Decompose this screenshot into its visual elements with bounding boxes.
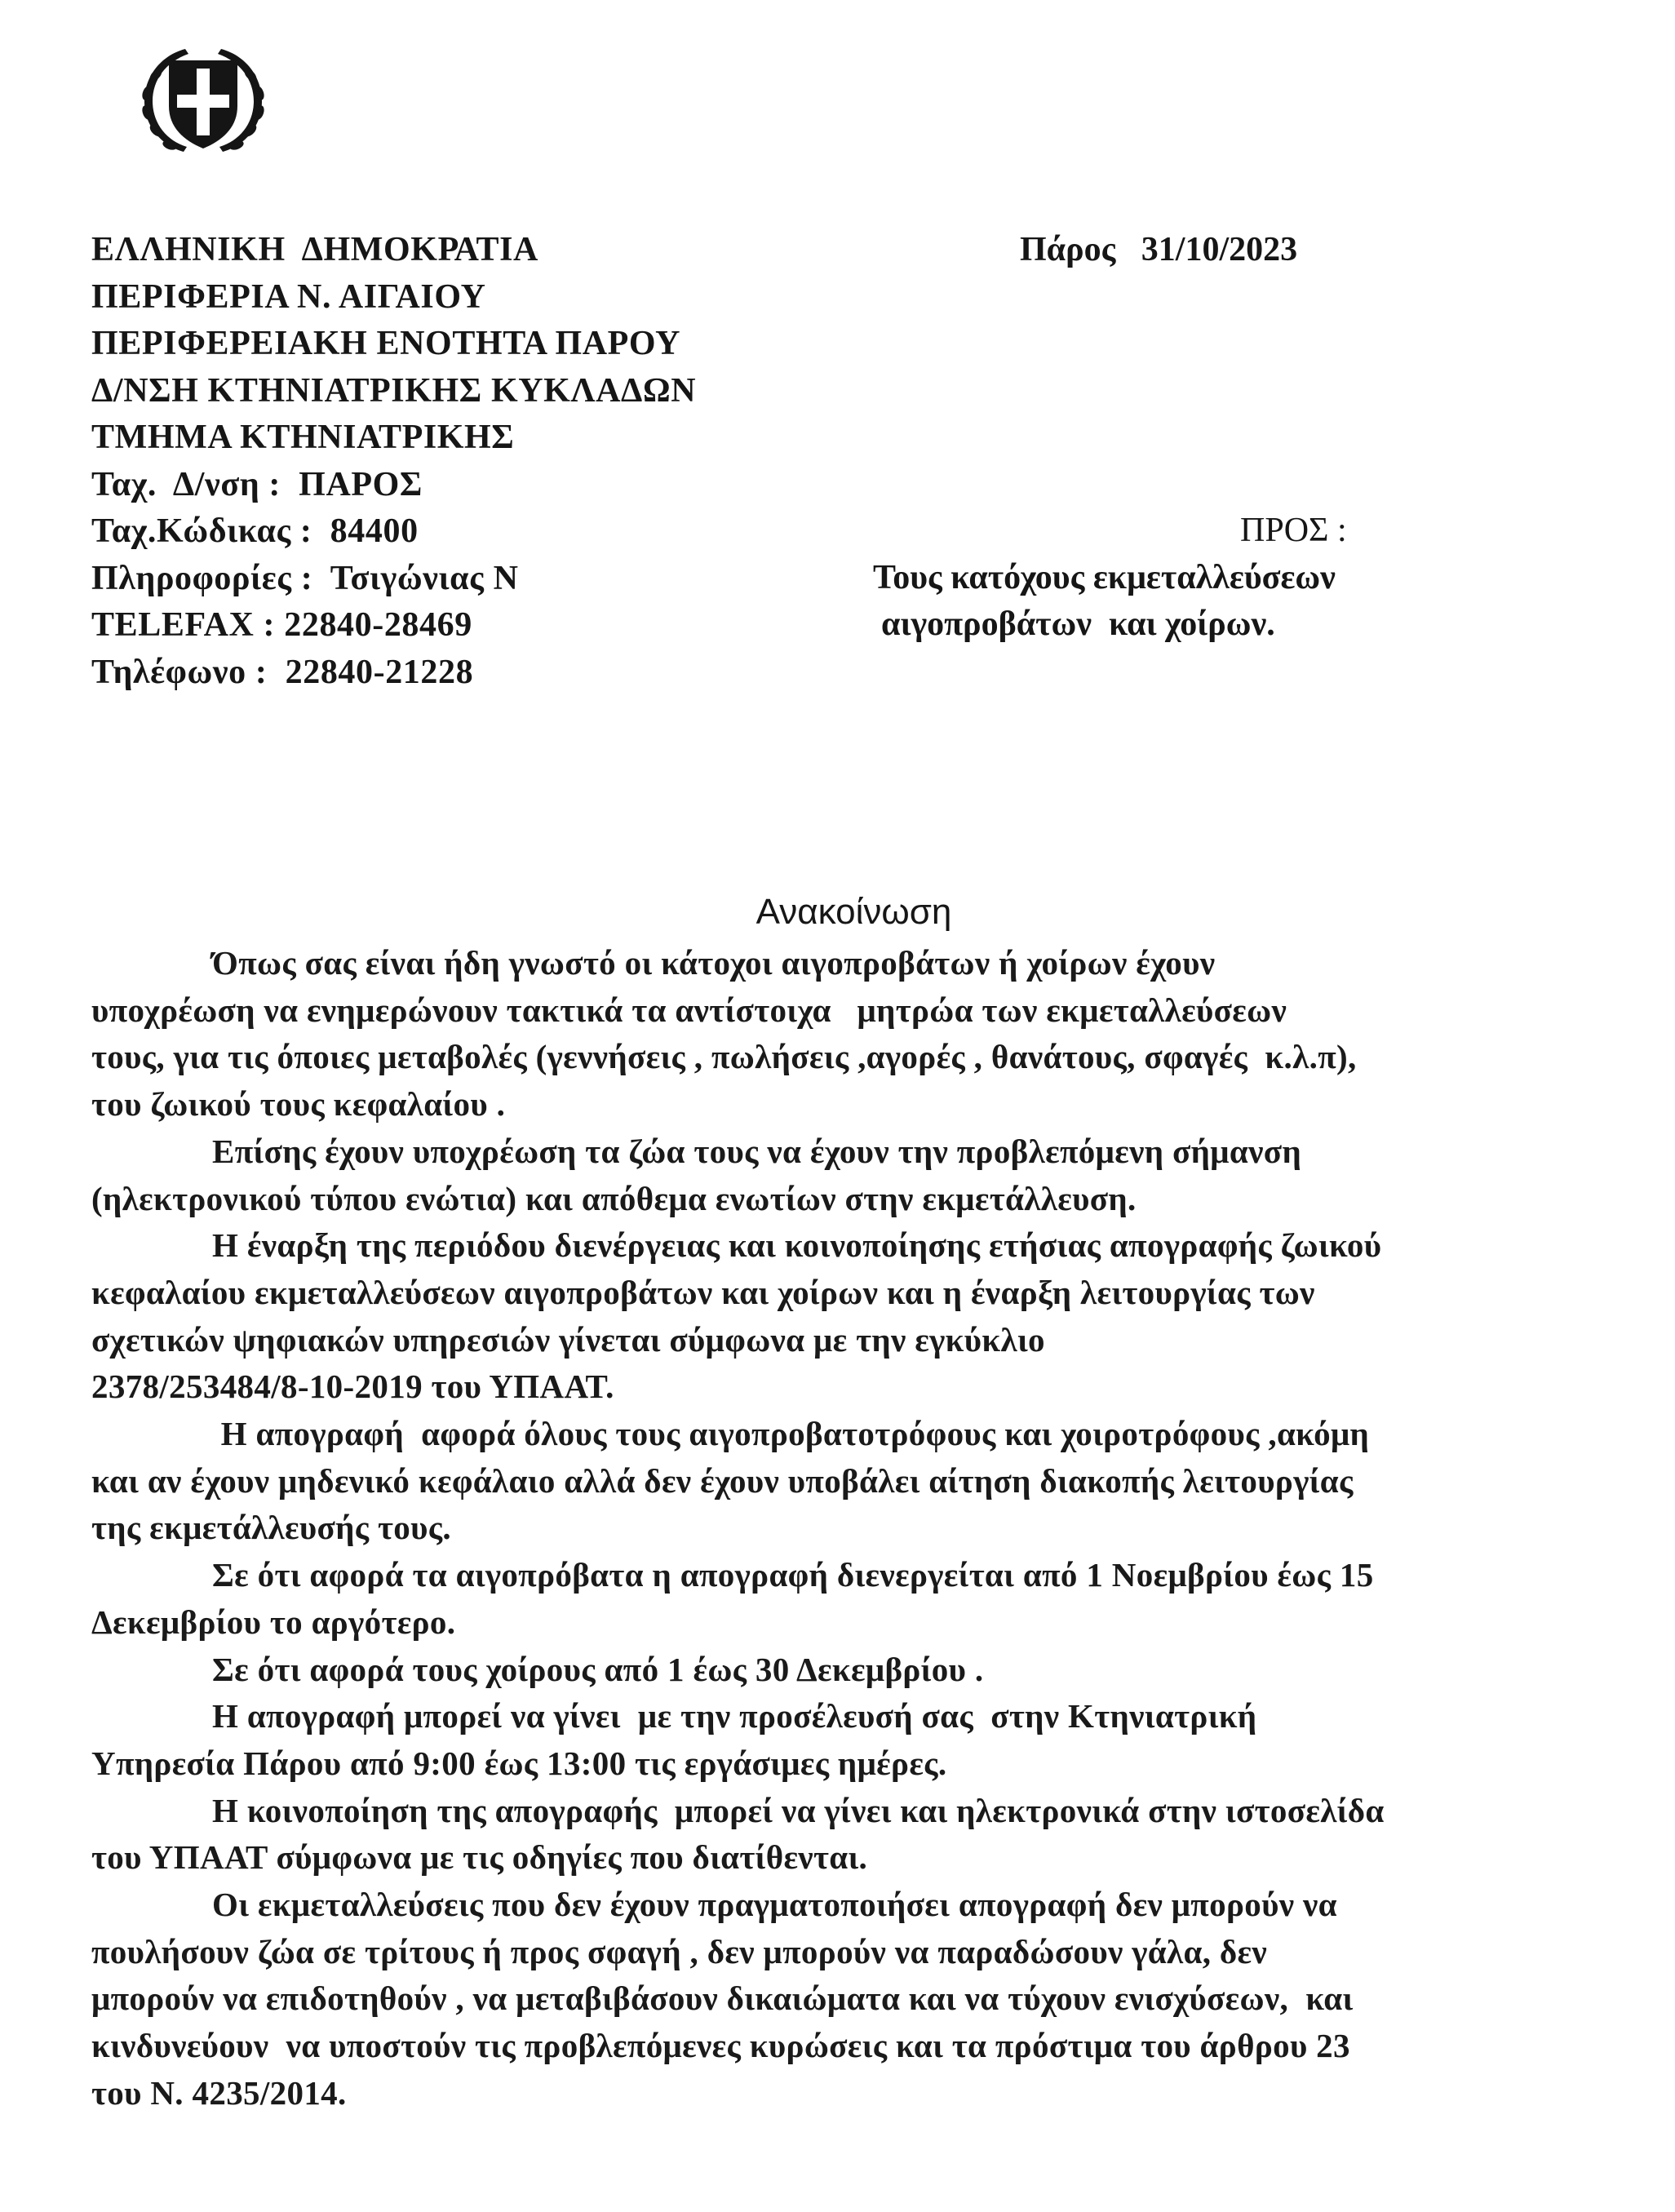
- body-line: Η έναρξη της περιόδου διενέργειας και κοινοποίησης ετήσιας απογραφής ζωικού: [212, 1226, 1382, 1265]
- greek-state-emblem-cross-icon: [131, 42, 275, 157]
- body-line: Η κοινοποίηση της απογραφής μπορεί να γίνει και ηλεκτρονικά στην ιστοσελίδα: [212, 1791, 1385, 1829]
- sender-phone-line: Τηλέφωνο : 22840-21228: [91, 653, 474, 691]
- sender-line: ΕΛΛΗΝΙΚΗ ΔΗΜΟΚΡΑΤΙΑ: [91, 231, 538, 268]
- body-line: Σε ότι αφορά τα αιγοπρόβατα η απογραφή διενεργείται από 1 Νοεμβρίου έως 15: [212, 1556, 1374, 1594]
- sender-info-line: Πληροφορίες : Τσιγώνιας Ν: [91, 559, 519, 597]
- sender-line: ΠΕΡΙΦΕΡΙΑ Ν. ΑΙΓΑΙΟΥ: [91, 277, 486, 316]
- body-line: κινδυνεύουν να υποστούν τις προβλεπόμενες κυρώσεις και τα πρόστιμα του άρθρου 23: [91, 2027, 1350, 2065]
- body-line: Η απογραφή αφορά όλους τους αιγοπροβατοτρόφους και χοιροτρόφους ,ακόμη: [212, 1415, 1370, 1453]
- body-line: Οι εκμεταλλεύσεις που δεν έχουν πραγματοποιήσει απογραφή δεν μπορούν να: [212, 1886, 1337, 1924]
- recipient-line: αιγοπροβάτων και χοίρων.: [881, 605, 1275, 643]
- body-line: του Ν. 4235/2014.: [91, 2073, 347, 2112]
- body-line: τους, για τις όποιες μεταβολές (γεννήσεις , πωλήσεις ,αγορές , θανάτους, σφαγές κ.λ.π),: [91, 1038, 1357, 1076]
- body-line: Επίσης έχουν υποχρέωση τα ζώα τους να έχουν την προβλεπόμενη σήμανση: [212, 1132, 1302, 1170]
- body-line: 2378/253484/8-10-2019 του ΥΠΑΑΤ.: [91, 1368, 614, 1406]
- body-line: και αν έχουν μηδενικό κεφάλαιο αλλά δεν έχουν υποβάλει αίτηση διακοπής λειτουργίας: [91, 1461, 1354, 1500]
- body-line: πουλήσουν ζώα σε τρίτους ή προς σφαγή , δεν μπορούν να παραδώσουν γάλα, δεν: [91, 1932, 1268, 1970]
- sender-block: [91, 227, 891, 696]
- body-line: του ΥΠΑΑΤ σύμφωνα με τις οδηγίες που διατίθενται.: [91, 1838, 868, 1877]
- sender-address-line: Ταχ. Δ/νση : ΠΑΡΟΣ: [91, 465, 423, 503]
- body-line: σχετικών ψηφιακών υπηρεσιών γίνεται σύμφωνα με την εγκύκλιο: [91, 1320, 1045, 1359]
- body-line: μπορούν να επιδοτηθούν , να μεταβιβάσουν δικαιώματα και να τύχουν ενισχύσεων, και: [91, 1979, 1354, 2018]
- body-line: κεφαλαίου εκμεταλλεύσεων αιγοπροβάτων και χοίρων και η έναρξη λειτουργίας των: [91, 1273, 1315, 1311]
- sender-line: ΤΜΗΜΑ ΚΤΗΝΙΑΤΡΙΚΗΣ: [91, 419, 515, 456]
- sender-line: ΠΕΡΙΦΕΡΕΙΑΚΗ ΕΝΟΤΗΤΑ ΠΑΡΟΥ: [91, 325, 681, 362]
- document-date: Πάρος 31/10/2023: [1020, 231, 1298, 268]
- body-line: υποχρέωση να ενημερώνουν τακτικά τα αντίστοιχα μητρώα των εκμεταλλεύσεων: [91, 991, 1287, 1029]
- body-line: Όπως σας είναι ήδη γνωστό οι κάτοχοι αιγοπροβάτων ή χοίρων έχουν: [212, 944, 1216, 982]
- body-line: του ζωικού τους κεφαλαίου .: [91, 1085, 506, 1124]
- sender-telefax-line: TELEFAX : 22840-28469: [91, 606, 472, 644]
- body-line: Σε ότι αφορά τους χοίρους από 1 έως 30 Δεκεμβρίου .: [212, 1650, 984, 1688]
- announcement-title: Ανακοίνωση: [756, 892, 952, 932]
- announcement-body: [91, 940, 1625, 2117]
- body-line: της εκμετάλλευσής τους.: [91, 1509, 452, 1547]
- body-line: Υπηρεσία Πάρου από 9:00 έως 13:00 τις εργάσιμες ημέρες.: [91, 1744, 947, 1782]
- body-line: (ηλεκτρονικού τύπου ενώτια) και απόθεμα ενωτίων στην εκμετάλλευση.: [91, 1179, 1137, 1217]
- body-line: Η απογραφή μπορεί να γίνει με την προσέλευσή σας στην Κτηνιατρική: [212, 1697, 1257, 1735]
- sender-postcode-line: Ταχ.Κώδικας : 84400: [91, 512, 419, 550]
- recipient-block: [873, 508, 1493, 649]
- body-line: Δεκεμβρίου το αργότερο.: [91, 1602, 456, 1641]
- recipient-line: Τους κατόχους εκμεταλλεύσεων: [873, 558, 1336, 596]
- to-label: ΠΡΟΣ :: [1240, 512, 1347, 549]
- sender-line: Δ/ΝΣΗ ΚΤΗΝΙΑΤΡΙΚΗΣ ΚΥΚΛΑΔΩΝ: [91, 371, 697, 410]
